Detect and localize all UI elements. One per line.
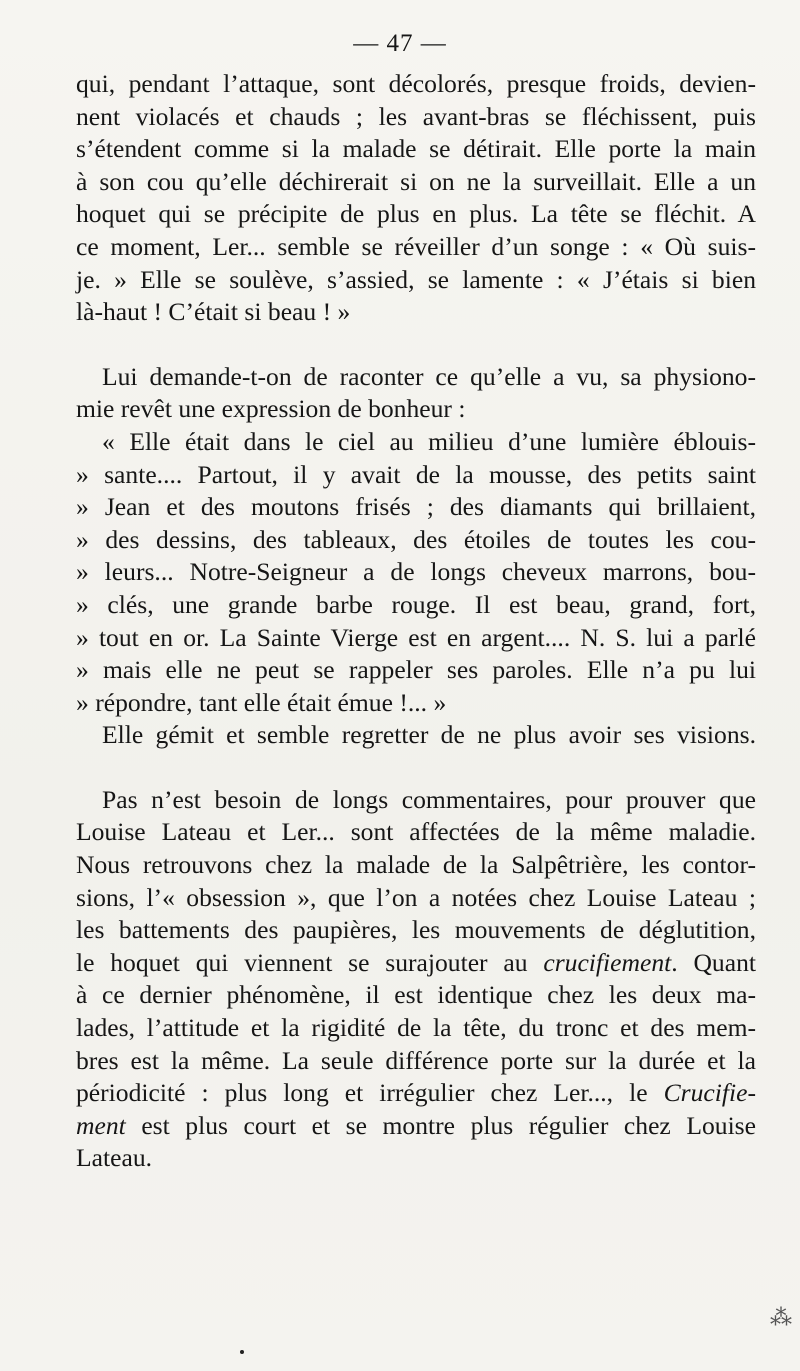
quote-line: » mais elle ne peut se rappeler ses paroles. Elle n’a pu lui — [76, 655, 756, 685]
text-segment: périodicité : plus long et irrégulier chez Ler..., le — [76, 1078, 648, 1108]
text-line: nent violacés et chauds ; les avant-bras se fléchissent, puis — [76, 101, 756, 131]
text-line: sions, l’« obsession », que l’on a notées chez Louise Lateau ; — [76, 882, 756, 912]
text-line — [76, 1077, 756, 1110]
text-segment: . Quant — [671, 947, 756, 977]
text-line: à son cou qu’elle déchirerait si on ne la surveillait. Elle a un — [76, 166, 756, 196]
text-line: hoquet qui se précipite de plus en plus. La tête se fléchit. A — [76, 199, 756, 229]
text-line: Elle gémit et semble regretter de ne plus avoir ses visions. — [102, 720, 756, 750]
text-line — [76, 1110, 756, 1143]
printer-ornament-icon: ⁂ — [770, 1305, 792, 1330]
quote-line: » des dessins, des tableaux, des étoiles de toutes les cou- — [76, 524, 756, 554]
page-number: — 47 — — [353, 30, 447, 57]
text-line: mie revêt une expression de bonheur : — [76, 394, 466, 424]
text-line: Nous retrouvons chez la malade de la Salpêtrière, les contor- — [76, 850, 756, 880]
quote-line: « Elle était dans le ciel au milieu d’une lumière éblouis- — [102, 426, 756, 456]
quote-line: » sante.... Partout, il y avait de la mousse, des petits saint — [76, 459, 756, 489]
paragraph-gap — [76, 329, 756, 361]
quote-line: » tout en or. La Sainte Vierge est en argent.... N. S. lui a parlé — [76, 622, 756, 652]
text-line: ce moment, Ler... semble se réveiller d’un songe : « Où suis- — [76, 231, 756, 261]
quote-line: » répondre, tant elle était émue !... » — [76, 687, 447, 717]
quote-line: » clés, une grande barbe rouge. Il est beau, grand, fort, — [76, 589, 756, 619]
text-segment: le hoquet qui viennent se surajouter au — [76, 947, 528, 977]
text-line: les battements des paupières, les mouvements de déglutition, — [76, 915, 756, 945]
text-line: qui, pendant l’attaque, sont décolorés, presque froids, devien- — [76, 69, 756, 98]
italic-term: ment — [76, 1110, 126, 1140]
text-line: s’étendent comme si la malade se détirait. Elle porte la main — [76, 134, 756, 164]
quote-line: » Jean et des moutons frisés ; des diamants qui brillaient, — [76, 492, 756, 522]
text-line: Pas n’est besoin de longs commentaires, pour prouver que — [102, 784, 756, 814]
italic-term: crucifiement — [543, 947, 672, 977]
text-line: Lui demande-t-on de raconter ce qu’elle a vu, sa physiono- — [102, 361, 756, 391]
ink-speck — [240, 1350, 244, 1354]
text-line: là-haut ! C’était si beau ! » — [76, 297, 351, 327]
text-line: bres est la même. La seule différence porte sur la durée et la — [76, 1045, 756, 1075]
quote-line: » leurs... Notre-Seigneur a de longs cheveux marrons, bou- — [76, 557, 756, 587]
text-line: Lateau. — [76, 1143, 153, 1173]
text-line: Louise Lateau et Ler... sont affectées de la même maladie. — [76, 817, 756, 847]
text-line: je. » Elle se soulève, s’assied, se lamente : « J’étais si bien — [76, 264, 756, 294]
text-line: lades, l’attitude et la rigidité de la tête, du tronc et des mem- — [76, 1013, 756, 1043]
text-segment: est plus court et se montre plus régulier chez Louise — [125, 1110, 756, 1140]
italic-term: Crucifie- — [663, 1078, 756, 1108]
text-line — [76, 947, 756, 980]
text-line: à ce dernier phénomène, il est identique chez les deux ma- — [76, 980, 756, 1010]
paragraph-gap — [76, 752, 756, 784]
page-text — [76, 68, 756, 1175]
